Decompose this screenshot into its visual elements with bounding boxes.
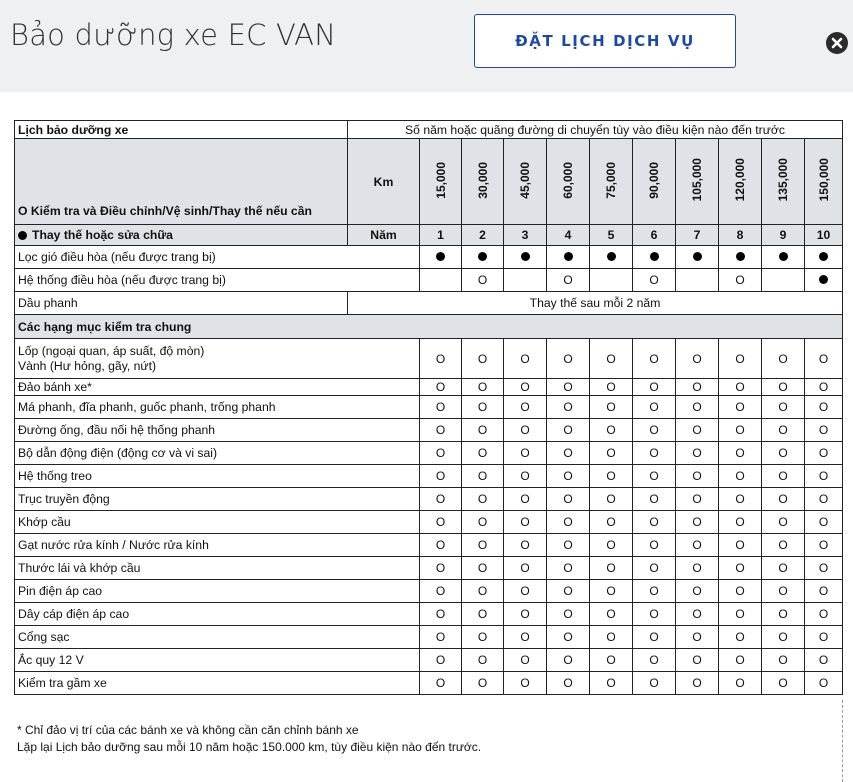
check-mark-cell: O	[420, 339, 462, 379]
km-label: Km	[348, 139, 420, 225]
section-title: Các hạng mục kiểm tra chung	[15, 315, 843, 339]
check-mark-cell: O	[633, 649, 676, 672]
check-mark-cell: O	[504, 339, 547, 379]
row-label: Má phanh, đĩa phanh, guốc phanh, trống phanh	[15, 396, 420, 419]
year-header-cell: 7	[676, 225, 719, 246]
table-row	[15, 488, 843, 511]
modal-header	[0, 0, 853, 92]
check-mark-cell: O	[547, 488, 590, 511]
km-header-cell	[590, 139, 633, 225]
check-mark-cell: O	[762, 465, 805, 488]
table-row	[15, 339, 843, 379]
row-label: Pin điện áp cao	[15, 580, 420, 603]
table-row	[15, 557, 843, 580]
table-row	[15, 580, 843, 603]
row-label: Đường ống, đầu nối hệ thống phanh	[15, 419, 420, 442]
replace-mark-cell	[547, 246, 590, 269]
row-label: Khớp cầu	[15, 511, 420, 534]
footnote-1: * Chỉ đảo vị trí của các bánh xe và không cần căn chỉnh bánh xe	[17, 723, 359, 737]
check-mark-cell: O	[633, 626, 676, 649]
check-mark-cell: O	[633, 379, 676, 396]
filled-dot-icon	[819, 275, 828, 284]
check-mark-cell: O	[420, 419, 462, 442]
check-mark-cell: O	[676, 649, 719, 672]
check-mark-cell: O	[547, 649, 590, 672]
check-mark-cell: O	[762, 419, 805, 442]
year-header-cell: 1	[420, 225, 462, 246]
check-mark-cell: O	[590, 488, 633, 511]
maintenance-schedule-table	[14, 120, 843, 695]
check-mark-cell: O	[762, 672, 805, 695]
check-mark-cell: O	[805, 379, 843, 396]
check-mark-cell: O	[420, 488, 462, 511]
km-header-label: 135,000	[776, 158, 790, 202]
check-mark-cell: O	[762, 442, 805, 465]
replace-mark-cell	[719, 246, 762, 269]
check-mark-cell: O	[805, 672, 843, 695]
year-header-cell: 10	[805, 225, 843, 246]
check-mark-cell: O	[504, 511, 547, 534]
legend-replace-label: Thay thế hoặc sửa chữa	[32, 228, 173, 242]
check-mark-cell: O	[590, 396, 633, 419]
check-mark-cell: O	[762, 488, 805, 511]
check-mark-cell: O	[504, 649, 547, 672]
check-mark-cell: O	[719, 379, 762, 396]
check-mark-cell: O	[420, 379, 462, 396]
km-header-cell	[762, 139, 805, 225]
km-header-cell	[420, 139, 462, 225]
check-mark-cell: O	[462, 672, 504, 695]
check-mark-cell: O	[504, 419, 547, 442]
footnotes	[17, 722, 481, 756]
check-mark-cell: O	[805, 442, 843, 465]
check-mark-cell: O	[762, 626, 805, 649]
km-header-cell	[719, 139, 762, 225]
row-label: Kiểm tra gầm xe	[15, 672, 420, 695]
check-mark-cell: O	[547, 465, 590, 488]
check-mark-cell: O	[547, 379, 590, 396]
check-mark-cell: O	[504, 465, 547, 488]
empty-cell	[676, 269, 719, 292]
km-header-cell	[462, 139, 504, 225]
table-row	[15, 534, 843, 557]
km-header-label: 120,000	[733, 158, 747, 202]
row-label: Ắc quy 12 V	[15, 649, 420, 672]
row-label: Thước lái và khớp cầu	[15, 557, 420, 580]
legend-check: O Kiểm tra và Điều chỉnh/Vệ sinh/Thay thế nếu cần	[15, 139, 348, 225]
table-row	[15, 672, 843, 695]
check-mark-cell: O	[762, 511, 805, 534]
km-header-cell	[504, 139, 547, 225]
check-mark-cell: O	[504, 442, 547, 465]
check-mark-cell: O	[462, 339, 504, 379]
check-mark-cell: O	[462, 465, 504, 488]
filled-dot-icon	[693, 252, 702, 261]
check-mark-cell: O	[633, 339, 676, 379]
check-mark-cell: O	[590, 557, 633, 580]
km-header-label: 30,000	[475, 161, 490, 199]
check-mark-cell: O	[547, 557, 590, 580]
footnote-2: Lặp lại Lịch bảo dưỡng sau mỗi 10 năm hoặc 150.000 km, tùy điều kiện nào đến trước.	[17, 740, 482, 754]
check-mark-cell: O	[676, 442, 719, 465]
km-header-label: 90,000	[647, 161, 661, 199]
check-mark-cell: O	[462, 626, 504, 649]
year-header-cell: 4	[547, 225, 590, 246]
check-mark-cell: O	[420, 442, 462, 465]
check-mark-cell: O	[762, 603, 805, 626]
check-mark-cell: O	[719, 557, 762, 580]
check-mark-cell: O	[462, 557, 504, 580]
km-header-cell	[805, 139, 843, 225]
check-mark-cell: O	[504, 379, 547, 396]
table-row	[15, 465, 843, 488]
filled-dot-icon	[521, 252, 530, 261]
check-mark-cell: O	[676, 511, 719, 534]
check-mark-cell: O	[590, 534, 633, 557]
check-mark-cell: O	[590, 379, 633, 396]
check-mark-cell: O	[805, 603, 843, 626]
check-mark-cell: O	[676, 396, 719, 419]
check-mark-cell: O	[590, 442, 633, 465]
check-mark-cell: O	[719, 396, 762, 419]
check-mark-cell: O	[719, 626, 762, 649]
row-label: Trục truyền động	[15, 488, 420, 511]
table-row	[15, 649, 843, 672]
check-mark-cell: O	[462, 534, 504, 557]
check-mark-cell: O	[547, 396, 590, 419]
check-mark-cell: O	[676, 339, 719, 379]
check-mark-cell: O	[420, 396, 462, 419]
check-mark-cell: O	[633, 465, 676, 488]
replace-mark-cell	[420, 246, 462, 269]
check-mark-cell: O	[676, 488, 719, 511]
check-mark-cell: O	[805, 488, 843, 511]
year-label: Năm	[348, 225, 420, 246]
check-mark-cell: O	[420, 580, 462, 603]
check-mark-cell: O	[547, 626, 590, 649]
check-mark-cell: O	[676, 379, 719, 396]
check-mark-cell: O	[633, 269, 676, 292]
check-mark-cell: O	[719, 649, 762, 672]
km-header-label: 75,000	[604, 161, 618, 199]
check-mark-cell: O	[462, 269, 504, 292]
check-mark-cell: O	[805, 511, 843, 534]
replace-mark-cell	[504, 246, 547, 269]
filled-dot-icon	[478, 252, 487, 261]
check-mark-cell: O	[719, 339, 762, 379]
check-mark-cell: O	[462, 396, 504, 419]
km-header-label: 60,000	[561, 161, 575, 199]
check-mark-cell: O	[590, 419, 633, 442]
replace-mark-cell	[462, 246, 504, 269]
year-header-cell: 6	[633, 225, 676, 246]
empty-cell	[504, 269, 547, 292]
year-header-cell: 8	[719, 225, 762, 246]
check-mark-cell: O	[504, 580, 547, 603]
check-mark-cell: O	[719, 534, 762, 557]
check-mark-cell: O	[547, 339, 590, 379]
check-mark-cell: O	[805, 419, 843, 442]
empty-cell	[420, 269, 462, 292]
replace-mark-cell	[633, 246, 676, 269]
km-header-cell	[547, 139, 590, 225]
schedule-label: Lịch bảo dưỡng xe	[15, 121, 348, 139]
check-mark-cell: O	[762, 557, 805, 580]
table-row	[15, 246, 843, 269]
check-mark-cell: O	[420, 557, 462, 580]
check-mark-cell: O	[633, 442, 676, 465]
check-mark-cell: O	[633, 672, 676, 695]
book-service-button[interactable]: ĐẶT LỊCH DỊCH VỤ	[474, 14, 736, 68]
check-mark-cell: O	[504, 557, 547, 580]
check-mark-cell: O	[462, 511, 504, 534]
year-header-cell: 5	[590, 225, 633, 246]
replace-mark-cell	[676, 246, 719, 269]
filled-dot-icon	[650, 252, 659, 261]
check-mark-cell: O	[676, 603, 719, 626]
replace-mark-cell	[762, 246, 805, 269]
check-mark-cell: O	[462, 580, 504, 603]
check-mark-cell: O	[420, 626, 462, 649]
check-mark-cell: O	[676, 626, 719, 649]
row-label: Cổng sạc	[15, 626, 420, 649]
check-mark-cell: O	[805, 626, 843, 649]
check-mark-cell: O	[420, 649, 462, 672]
check-mark-cell: O	[762, 396, 805, 419]
section-header-row	[15, 315, 843, 339]
check-mark-cell: O	[805, 465, 843, 488]
empty-cell	[590, 269, 633, 292]
year-header-cell: 9	[762, 225, 805, 246]
filled-dot-icon	[607, 252, 616, 261]
check-mark-cell: O	[547, 672, 590, 695]
check-mark-cell: O	[719, 580, 762, 603]
check-mark-cell: O	[590, 626, 633, 649]
schedule-description: Số năm hoặc quãng đường di chuyển tùy vào điều kiện nào đến trước	[348, 121, 843, 139]
check-mark-cell: O	[805, 557, 843, 580]
check-mark-cell: O	[462, 442, 504, 465]
check-mark-cell: O	[676, 580, 719, 603]
filled-dot-icon	[18, 231, 27, 240]
row-label: Bộ dẫn động điện (động cơ và vi sai)	[15, 442, 420, 465]
km-header-cell	[633, 139, 676, 225]
check-mark-cell: O	[805, 534, 843, 557]
close-icon[interactable]	[826, 32, 848, 54]
km-header-cell	[676, 139, 719, 225]
km-header-label: 15,000	[433, 161, 448, 199]
row-label: Đảo bánh xe*	[15, 379, 420, 396]
check-mark-cell: O	[462, 488, 504, 511]
check-mark-cell: O	[547, 580, 590, 603]
empty-cell	[762, 269, 805, 292]
check-mark-cell: O	[633, 396, 676, 419]
filled-dot-icon	[779, 252, 788, 261]
check-mark-cell: O	[462, 603, 504, 626]
check-mark-cell: O	[462, 379, 504, 396]
check-mark-cell: O	[719, 603, 762, 626]
replace-mark-cell	[590, 246, 633, 269]
check-mark-cell: O	[547, 511, 590, 534]
check-mark-cell: O	[719, 419, 762, 442]
check-mark-cell: O	[547, 603, 590, 626]
table-row	[15, 396, 843, 419]
check-mark-cell: O	[590, 339, 633, 379]
km-header-label: 150,000	[816, 158, 831, 202]
table-row	[15, 626, 843, 649]
check-mark-cell: O	[676, 672, 719, 695]
check-mark-cell: O	[633, 603, 676, 626]
km-header-label: 45,000	[518, 161, 532, 199]
filled-dot-icon	[564, 252, 573, 261]
check-mark-cell: O	[504, 603, 547, 626]
check-mark-cell: O	[590, 465, 633, 488]
row-label: Hệ thống treo	[15, 465, 420, 488]
row-label: Dây cáp điện áp cao	[15, 603, 420, 626]
check-mark-cell: O	[762, 339, 805, 379]
check-mark-cell: O	[719, 511, 762, 534]
table-row	[15, 269, 843, 292]
check-mark-cell: O	[676, 419, 719, 442]
year-header-cell: 2	[462, 225, 504, 246]
check-mark-cell: O	[590, 603, 633, 626]
page-title: Bảo dưỡng xe EC VAN	[10, 18, 337, 52]
check-mark-cell: O	[590, 649, 633, 672]
check-mark-cell: O	[547, 534, 590, 557]
check-mark-cell: O	[420, 511, 462, 534]
filled-dot-icon	[436, 252, 445, 261]
check-mark-cell: O	[805, 580, 843, 603]
table-row	[15, 442, 843, 465]
check-mark-cell: O	[676, 465, 719, 488]
check-mark-cell: O	[633, 580, 676, 603]
replace-mark-cell	[805, 269, 843, 292]
check-mark-cell: O	[762, 379, 805, 396]
check-mark-cell: O	[547, 269, 590, 292]
check-mark-cell: O	[805, 339, 843, 379]
check-mark-cell: O	[504, 396, 547, 419]
year-header-cell: 3	[504, 225, 547, 246]
check-mark-cell: O	[676, 557, 719, 580]
check-mark-cell: O	[462, 419, 504, 442]
check-mark-cell: O	[504, 672, 547, 695]
check-mark-cell: O	[762, 580, 805, 603]
check-mark-cell: O	[676, 534, 719, 557]
row-label: Dầu phanh	[15, 292, 348, 315]
table-row	[15, 379, 843, 396]
check-mark-cell: O	[420, 465, 462, 488]
check-mark-cell: O	[719, 465, 762, 488]
row-label: Gạt nước rửa kính / Nước rửa kính	[15, 534, 420, 557]
scroll-guide-line	[842, 700, 843, 782]
check-mark-cell: O	[590, 672, 633, 695]
check-mark-cell: O	[719, 672, 762, 695]
legend-replace	[15, 225, 348, 246]
check-mark-cell: O	[719, 269, 762, 292]
check-mark-cell: O	[504, 488, 547, 511]
row-label: Hệ thống điều hòa (nếu được trang bị)	[15, 269, 420, 292]
check-mark-cell: O	[719, 488, 762, 511]
check-mark-cell: O	[719, 442, 762, 465]
table-row	[15, 511, 843, 534]
check-mark-cell: O	[762, 649, 805, 672]
check-mark-cell: O	[462, 649, 504, 672]
replace-mark-cell	[805, 246, 843, 269]
table-row	[15, 603, 843, 626]
km-header-label: 105,000	[690, 158, 704, 202]
check-mark-cell: O	[633, 534, 676, 557]
check-mark-cell: O	[504, 534, 547, 557]
row-label: Lốp (ngoại quan, áp suất, độ mòn) Vành (Hư hỏng, gãy, nứt)	[15, 339, 420, 379]
brake-fluid-note: Thay thế sau mỗi 2 năm	[348, 292, 843, 315]
check-mark-cell: O	[633, 488, 676, 511]
check-mark-cell: O	[762, 534, 805, 557]
check-mark-cell: O	[420, 603, 462, 626]
check-mark-cell: O	[547, 442, 590, 465]
check-mark-cell: O	[504, 626, 547, 649]
check-mark-cell: O	[633, 419, 676, 442]
check-mark-cell: O	[590, 580, 633, 603]
table-row	[15, 419, 843, 442]
check-mark-cell: O	[547, 419, 590, 442]
filled-dot-icon	[736, 252, 745, 261]
check-mark-cell: O	[420, 534, 462, 557]
check-mark-cell: O	[805, 649, 843, 672]
check-mark-cell: O	[590, 511, 633, 534]
check-mark-cell: O	[633, 511, 676, 534]
table-row	[15, 292, 843, 315]
filled-dot-icon	[819, 252, 828, 261]
maintenance-table-wrapper	[14, 120, 839, 695]
row-label: Lọc gió điều hòa (nếu được trang bị)	[15, 246, 420, 269]
check-mark-cell: O	[420, 672, 462, 695]
check-mark-cell: O	[633, 557, 676, 580]
check-mark-cell: O	[805, 396, 843, 419]
